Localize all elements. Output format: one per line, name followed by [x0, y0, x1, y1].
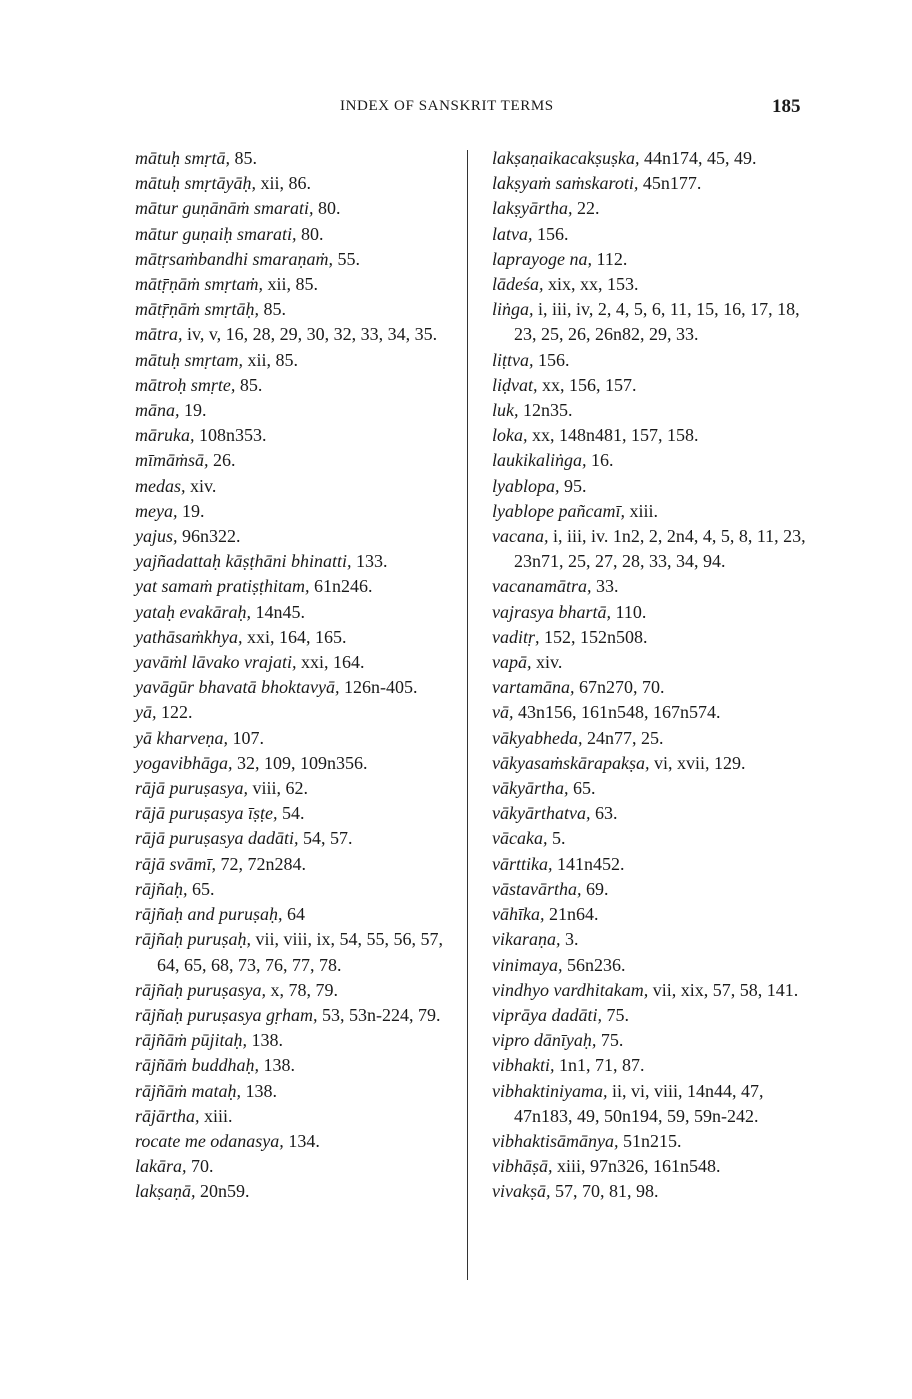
index-refs: 107. — [232, 727, 264, 748]
index-refs: xiii, 97n326, 161n548. — [557, 1156, 721, 1177]
index-term: vaditṛ, — [492, 626, 540, 647]
index-entry — [492, 222, 822, 247]
index-entry — [135, 549, 455, 574]
index-entry — [492, 953, 822, 978]
index-refs: 43n156, 161n548, 167n574. — [518, 702, 721, 723]
index-entry — [492, 801, 822, 826]
index-term: vākyabheda, — [492, 727, 583, 748]
index-entry — [135, 675, 455, 700]
index-entry — [492, 726, 822, 751]
index-refs: 122. — [161, 702, 193, 723]
index-term: rājñāṁ pūjitaḥ, — [135, 1030, 248, 1051]
index-refs: xxi, 164. — [300, 652, 365, 673]
index-entry — [492, 297, 822, 347]
index-term: mātṛsaṁbandhi smaraṇaṁ, — [135, 248, 334, 269]
index-column-left — [135, 146, 455, 1205]
index-refs: 55. — [337, 248, 361, 269]
index-entry — [492, 625, 822, 650]
index-refs: 80. — [318, 198, 341, 219]
index-entry — [492, 927, 822, 952]
index-term: vārttika, — [492, 853, 553, 874]
index-entry — [492, 700, 822, 725]
index-refs: 72, 72n284. — [220, 853, 306, 874]
index-entry — [492, 247, 822, 272]
index-refs: 138. — [245, 1080, 278, 1101]
index-refs: 63. — [594, 803, 618, 824]
index-term: mātur guṇaiḥ smarati, — [135, 223, 297, 244]
index-term: loka, — [492, 425, 528, 446]
index-term: vibhaktiniyama, — [492, 1080, 608, 1101]
index-entry — [135, 852, 455, 877]
index-refs: 69. — [586, 878, 609, 899]
index-term: rocate me odanasya, — [135, 1130, 284, 1151]
index-entry — [135, 1053, 455, 1078]
index-refs: vii, viii, ix, 54, 55, 56, 57, 64, 65, 68, 73, 76, 77, 78. — [157, 929, 444, 975]
index-entry — [135, 348, 455, 373]
index-term: vāhīka, — [492, 904, 545, 925]
index-refs: 24n77, 25. — [586, 727, 664, 748]
index-refs: 85. — [239, 374, 263, 395]
index-entry — [492, 978, 822, 1003]
index-entry — [492, 146, 822, 171]
index-entry — [135, 1028, 455, 1053]
index-term: vā, — [492, 702, 514, 723]
index-entry — [492, 826, 822, 851]
index-term: yataḥ evakāraḥ, — [135, 601, 251, 622]
index-entry — [135, 877, 455, 902]
index-entry — [135, 272, 455, 297]
index-entry — [135, 625, 455, 650]
index-refs: xx, 156, 157. — [542, 374, 637, 395]
index-entry — [135, 398, 455, 423]
index-term: mātṝṇāṁ smṛtāḥ, — [135, 299, 260, 320]
index-term: rājā puruṣasya, — [135, 778, 249, 799]
index-entry — [492, 1079, 822, 1129]
index-refs: xxi, 164, 165. — [246, 626, 347, 647]
index-entry — [135, 1079, 455, 1104]
index-refs: 138. — [251, 1030, 284, 1051]
index-term: mātuḥ smṛtam, — [135, 349, 244, 370]
index-refs: xii, 85. — [267, 274, 319, 295]
index-term: lādeśa, — [492, 274, 544, 295]
index-term: rājñaḥ, — [135, 878, 188, 899]
index-refs: iv, v, 16, 28, 29, 30, 32, 33, 34, 35. — [187, 324, 438, 345]
index-term: vacana, — [492, 526, 549, 547]
index-refs: 85. — [263, 299, 287, 320]
index-refs: 67n270, 70. — [579, 677, 665, 698]
index-entry — [492, 474, 822, 499]
index-term: lakṣaṇā, — [135, 1181, 196, 1202]
index-refs: 96n322. — [182, 526, 241, 547]
index-term: liḍvat, — [492, 374, 538, 395]
index-entry — [135, 902, 455, 927]
index-term: rājñaḥ puruṣasya gṛham, — [135, 1004, 318, 1025]
index-term: yā, — [135, 702, 157, 723]
index-term: mātṝṇāṁ smṛtaṁ, — [135, 274, 264, 295]
index-term: mātroḥ smṛte, — [135, 374, 236, 395]
index-refs: 54. — [282, 803, 305, 824]
index-term: viprāya dadāti, — [492, 1004, 602, 1025]
index-term: vibhaktisāmānya, — [492, 1130, 619, 1151]
index-term: vibhakti, — [492, 1055, 555, 1076]
index-entry — [135, 322, 455, 347]
index-entry — [492, 1028, 822, 1053]
index-entry — [135, 826, 455, 851]
index-refs: 61n246. — [314, 576, 373, 597]
index-entry — [135, 423, 455, 448]
index-term: yā kharveṇa, — [135, 727, 228, 748]
index-refs: xx, 148n481, 157, 158. — [532, 425, 699, 446]
index-term: vivakṣā, — [492, 1181, 551, 1202]
index-refs: 64 — [287, 904, 306, 925]
index-term: rājñaḥ puruṣaḥ, — [135, 929, 252, 950]
index-term: rājā puruṣasya īṣṭe, — [135, 803, 278, 824]
index-refs: 108n353. — [199, 425, 267, 446]
index-term: vikaraṇa, — [492, 929, 561, 950]
index-term: yajus, — [135, 526, 178, 547]
index-term: mīmāṁsā, — [135, 450, 209, 471]
index-entry — [135, 1104, 455, 1129]
index-entry — [135, 297, 455, 322]
index-term: lyablopa, — [492, 475, 560, 496]
index-refs: i, iii, iv, 2, 4, 5, 6, 11, 15, 16, 17, 18, 23, 25, 26, 26n82, 29, 33. — [514, 299, 800, 345]
index-refs: 70. — [191, 1156, 214, 1177]
index-refs: xix, xx, 153. — [548, 274, 639, 295]
index-refs: 126n-405. — [343, 677, 418, 698]
index-term: yajñadattaḥ kāṣṭhāni bhinatti, — [135, 551, 352, 572]
index-term: liṭtva, — [492, 349, 534, 370]
running-head-title: INDEX OF SANSKRIT TERMS — [340, 98, 554, 114]
index-term: laprayoge na, — [492, 248, 592, 269]
index-entry — [492, 1053, 822, 1078]
index-entry — [492, 348, 822, 373]
index-entry — [135, 524, 455, 549]
index-term: vindhyo vardhitakam, — [492, 979, 649, 1000]
index-entry — [492, 499, 822, 524]
index-term: vipro dānīyaḥ, — [492, 1030, 597, 1051]
index-refs: 156. — [538, 349, 570, 370]
index-term: meya, — [135, 500, 178, 521]
running-head — [0, 96, 912, 120]
index-term: rājārtha, — [135, 1105, 200, 1126]
index-term: latva, — [492, 223, 533, 244]
index-entry — [492, 1154, 822, 1179]
index-term: mātra, — [135, 324, 183, 345]
index-refs: xiii. — [204, 1105, 233, 1126]
index-refs: 65. — [572, 778, 596, 799]
index-refs: xii, 86. — [260, 173, 312, 194]
index-term: yavāgūr bhavatā bhoktavyā, — [135, 677, 340, 698]
index-entry — [492, 852, 822, 877]
index-entry — [135, 247, 455, 272]
index-term: luk, — [492, 400, 519, 421]
index-refs: 57, 70, 81, 98. — [554, 1181, 659, 1202]
index-term: yathāsaṁkhya, — [135, 626, 243, 647]
index-refs: 3. — [564, 929, 579, 950]
index-entry — [135, 1003, 455, 1028]
index-entry — [135, 978, 455, 1003]
index-entry — [135, 499, 455, 524]
index-term: mātur guṇānāṁ smarati, — [135, 198, 314, 219]
index-term: rājñāṁ buddhaḥ, — [135, 1055, 260, 1076]
index-refs: 44n174, 45, 49. — [643, 148, 757, 168]
index-term: vācaka, — [492, 828, 548, 849]
index-term: lakṣaṇaikacakṣuṣka, — [492, 148, 640, 168]
index-entry — [135, 776, 455, 801]
index-refs: ii, vi, viii, 14n44, 47, 47n183, 49, 50n194, 59, 59n-242. — [514, 1080, 764, 1126]
index-entry — [492, 423, 822, 448]
index-entry — [135, 751, 455, 776]
index-term: rājā svāmī, — [135, 853, 216, 874]
index-refs: xiii. — [629, 500, 658, 521]
index-term: lyablope pañcamī, — [492, 500, 625, 521]
index-entry — [135, 574, 455, 599]
index-term: rājñāṁ mataḥ, — [135, 1080, 242, 1101]
index-term: yogavibhāga, — [135, 752, 233, 773]
index-refs: 134. — [288, 1130, 320, 1151]
index-refs: 152, 152n508. — [544, 626, 648, 647]
index-term: vapā, — [492, 652, 532, 673]
index-refs: x, 78, 79. — [270, 979, 339, 1000]
index-refs: 56n236. — [566, 954, 626, 975]
index-entry — [492, 272, 822, 297]
index-entry — [492, 171, 822, 196]
index-refs: xiv. — [190, 475, 217, 496]
index-refs: 45n177. — [642, 173, 702, 194]
index-entry — [135, 1154, 455, 1179]
index-term: vinimaya, — [492, 954, 563, 975]
index-term: mātuḥ smṛtāyāḥ, — [135, 173, 256, 194]
index-refs: 16. — [590, 450, 614, 471]
index-refs: 32, 109, 109n356. — [236, 752, 368, 773]
index-refs: 33. — [595, 576, 619, 597]
index-refs: 12n35. — [523, 400, 573, 421]
index-entry — [492, 1179, 822, 1204]
index-refs: 19. — [181, 500, 205, 521]
index-entry — [135, 474, 455, 499]
index-refs: 22. — [577, 198, 600, 219]
index-term: rājñaḥ and puruṣaḥ, — [135, 904, 283, 925]
index-entry — [135, 448, 455, 473]
index-refs: i, iii, iv. 1n2, 2, 2n4, 4, 5, 8, 11, 23, 23n71, 25, 27, 28, 33, 34, 94. — [514, 526, 806, 572]
index-refs: 1n1, 71, 87. — [558, 1055, 645, 1076]
index-entry — [492, 776, 822, 801]
index-entry — [492, 448, 822, 473]
index-refs: xii, 85. — [247, 349, 299, 370]
index-term: rājñaḥ puruṣasya, — [135, 979, 267, 1000]
index-term: medas, — [135, 475, 186, 496]
index-term: vākyārthatva, — [492, 803, 591, 824]
index-column-right — [492, 146, 822, 1205]
index-refs: 156. — [537, 223, 569, 244]
index-term: lakṣyārtha, — [492, 198, 573, 219]
index-entry — [135, 196, 455, 221]
index-term: vākyasaṁskārapakṣa, — [492, 752, 650, 773]
index-term: vajrasya bhartā, — [492, 601, 611, 622]
index-refs: 138. — [263, 1055, 296, 1076]
index-entry — [492, 675, 822, 700]
index-refs: 51n215. — [622, 1130, 682, 1151]
index-entry — [492, 524, 822, 574]
index-term: mātuḥ smṛtā, — [135, 148, 231, 168]
index-entry — [135, 650, 455, 675]
index-entry — [135, 1129, 455, 1154]
index-entry — [492, 196, 822, 221]
index-entry — [135, 801, 455, 826]
index-term: yavāṁl lāvako vrajati, — [135, 652, 297, 673]
index-entry — [135, 726, 455, 751]
index-term: vāstavārtha, — [492, 878, 582, 899]
index-refs: 53, 53n-224, 79. — [322, 1004, 441, 1025]
index-refs: 110. — [615, 601, 647, 622]
index-refs: 112. — [596, 248, 628, 269]
index-refs: 133. — [356, 551, 388, 572]
index-refs: 80. — [301, 223, 324, 244]
index-term: vākyārtha, — [492, 778, 569, 799]
index-entry — [492, 373, 822, 398]
index-entry — [135, 700, 455, 725]
index-refs: 21n64. — [548, 904, 599, 925]
index-entry — [135, 600, 455, 625]
index-entry — [135, 1179, 455, 1204]
index-term: liṅga, — [492, 299, 534, 320]
column-divider — [467, 150, 468, 1280]
index-entry — [492, 650, 822, 675]
index-refs: 75. — [600, 1030, 624, 1051]
index-entry — [135, 927, 455, 977]
index-entry — [135, 222, 455, 247]
index-refs: viii, 62. — [252, 778, 309, 799]
index-entry — [492, 877, 822, 902]
index-term: vartamāna, — [492, 677, 575, 698]
index-entry — [492, 600, 822, 625]
index-refs: 95. — [564, 475, 587, 496]
index-term: lakṣyaṁ saṁskaroti, — [492, 173, 639, 194]
index-term: māruka, — [135, 425, 195, 446]
index-refs: 20n59. — [200, 1181, 250, 1202]
index-refs: 19. — [184, 400, 207, 421]
index-term: vacanamātra, — [492, 576, 592, 597]
index-refs: xiv. — [536, 652, 563, 673]
index-entry — [135, 146, 455, 171]
index-refs: vii, xix, 57, 58, 141. — [652, 979, 799, 1000]
index-entry — [492, 1003, 822, 1028]
index-term: laukikaliṅga, — [492, 450, 587, 471]
index-entry — [492, 902, 822, 927]
index-refs: 54, 57. — [303, 828, 353, 849]
index-refs: 26. — [213, 450, 236, 471]
index-term: vibhāṣā, — [492, 1156, 553, 1177]
index-refs: vi, xvii, 129. — [653, 752, 746, 773]
index-term: māna, — [135, 400, 180, 421]
index-term: lakāra, — [135, 1156, 187, 1177]
index-term: yat samaṁ pratiṣṭhitam, — [135, 576, 310, 597]
index-refs: 65. — [192, 878, 215, 899]
page-number: 185 — [772, 96, 801, 117]
index-entry — [492, 574, 822, 599]
index-entry — [135, 373, 455, 398]
index-refs: 85. — [234, 148, 258, 168]
index-entry — [492, 1129, 822, 1154]
index-refs: 5. — [551, 828, 566, 849]
index-entry — [492, 398, 822, 423]
index-refs: 14n45. — [255, 601, 305, 622]
index-refs: 75. — [606, 1004, 629, 1025]
index-refs: 141n452. — [557, 853, 625, 874]
index-entry — [492, 751, 822, 776]
index-term: rājā puruṣasya dadāti, — [135, 828, 299, 849]
index-entry — [135, 171, 455, 196]
